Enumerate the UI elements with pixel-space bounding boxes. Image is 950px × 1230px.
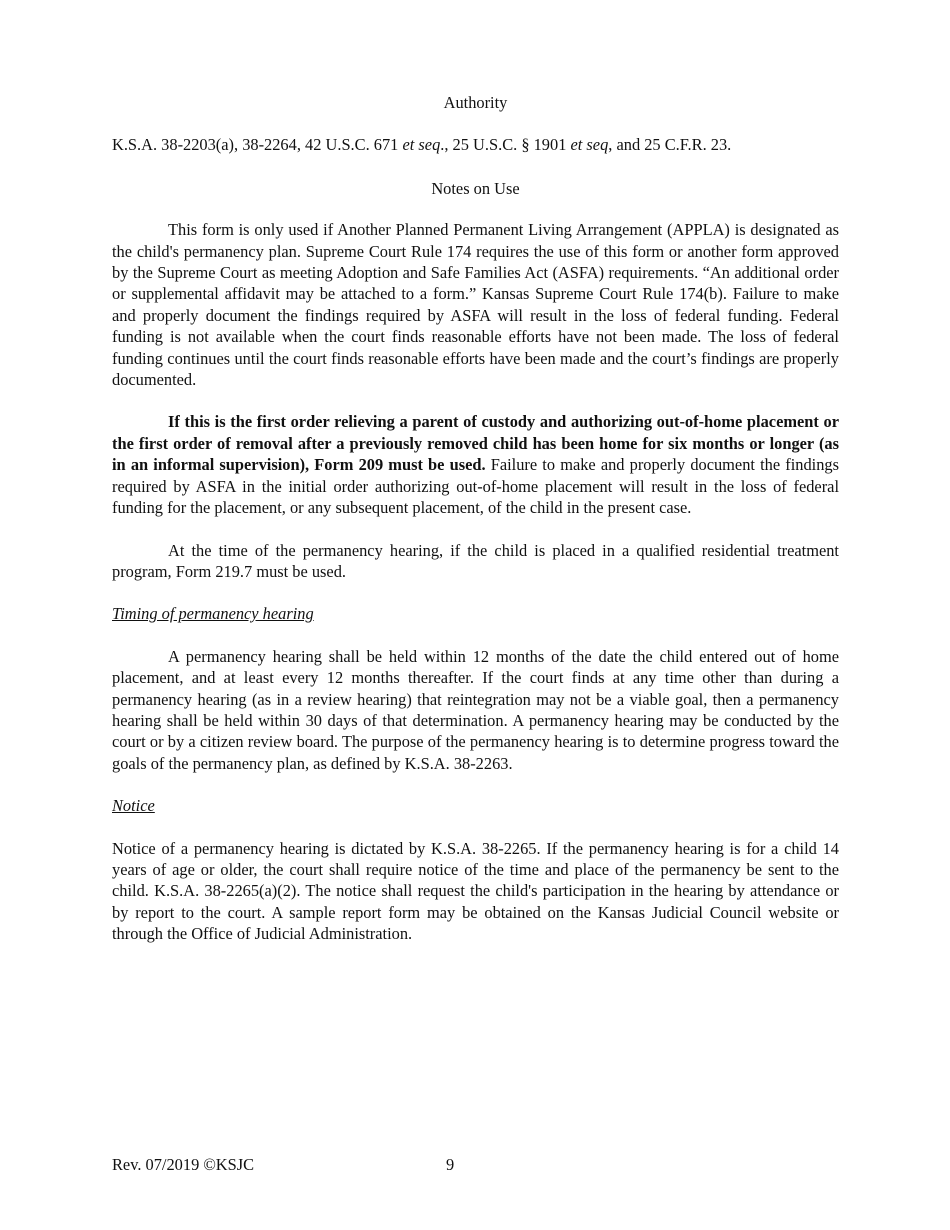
- paragraph-gap: [112, 625, 839, 646]
- timing-heading: Timing of permanency hearing: [112, 604, 314, 624]
- notes-paragraph-appla: This form is only used if Another Planned Permanent Living Arrangement (APPLA) is designated as the child's permanency plan. Supreme Court Rule 174 requires the use of this form or another form approved by the Supreme Court as meeting Adoption and Safe Families Act (ASFA) requirements. “An additional order or supplemental affidavit may be attached to a form.” Kansas Supreme Court Rule 174(b). Failure to make and properly document the findings required by ASFA will result in the loss of federal funding. Federal funding is not available when the court finds reasonable efforts have not been made. The loss of federal funding continues until the court finds reasonable efforts have been made and the court’s findings are properly documented.: [112, 220, 839, 390]
- citation-et-seq-2: et seq: [570, 135, 609, 155]
- timing-paragraph: A permanency hearing shall be held within 12 months of the date the child entered out of home placement, and at least every 12 months thereafter. If the court finds at any time other than during a permanency hearing (as in a review hearing) that reintegration may not be a viable goal, then a permanency hearing shall be held within 30 days of that determination. A permanency hearing may be conducted by the court or by a citizen review board. The purpose of the permanency hearing is to determine progress toward the goals of the permanency plan, as defined by K.S.A. 38-2263.: [112, 646, 839, 773]
- paragraph-gap: [112, 582, 839, 603]
- authority-heading: Authority: [443, 93, 508, 112]
- paragraph-gap: [112, 774, 839, 795]
- form-209-bold-text: If this is the first order relieving a parent of custody and authorizing out-of-home placement or the first order of removal after a previously removed child has been home for six months or longer (as in an informal supervision), Form 209 must be used.: [112, 412, 839, 475]
- authority-citation: [112, 134, 839, 155]
- page-number: 9: [446, 1155, 455, 1174]
- citation-part-3: , and 25 C.F.R. 23.: [608, 135, 732, 155]
- revision-label: Rev. 07/2019 ©KSJC: [112, 1155, 255, 1174]
- paragraph-gap: [112, 390, 839, 411]
- page-footer: [112, 1154, 839, 1176]
- citation-part-1: K.S.A. 38-2203(a), 38-2264, 42 U.S.C. 671: [112, 135, 403, 155]
- notes-paragraph-form-209: [112, 411, 839, 518]
- citation-part-2: ., 25 U.S.C. § 1901: [440, 135, 571, 155]
- document-body: [112, 92, 839, 945]
- notice-heading: Notice: [112, 796, 155, 816]
- paragraph-gap: [112, 817, 839, 838]
- citation-et-seq-1: et seq: [402, 135, 441, 155]
- form-209-rest-text: Failure to make and properly document the findings required by ASFA in the initial order authorizing out-of-home placement will result in the loss of federal funding for the placement, or any subsequent placement, of the child in the present case.: [112, 455, 840, 518]
- notes-paragraph-qrtp: At the time of the permanency hearing, if the child is placed in a qualified residential treatment program, Form 219.7 must be used.: [112, 540, 839, 581]
- notice-paragraph: Notice of a permanency hearing is dictated by K.S.A. 38-2265. If the permanency hearing is for a child 14 years of age or older, the court shall require notice of the time and place of the permanency be sent to the child. K.S.A. 38-2265(a)(2). The notice shall request the child's participation in the hearing by attendance or by report to the court. A sample report form may be obtained on the Kansas Judicial Council website or through the Office of Judicial Administration.: [112, 838, 839, 944]
- paragraph-gap: [112, 519, 839, 540]
- notes-on-use-heading: Notes on Use: [431, 178, 520, 198]
